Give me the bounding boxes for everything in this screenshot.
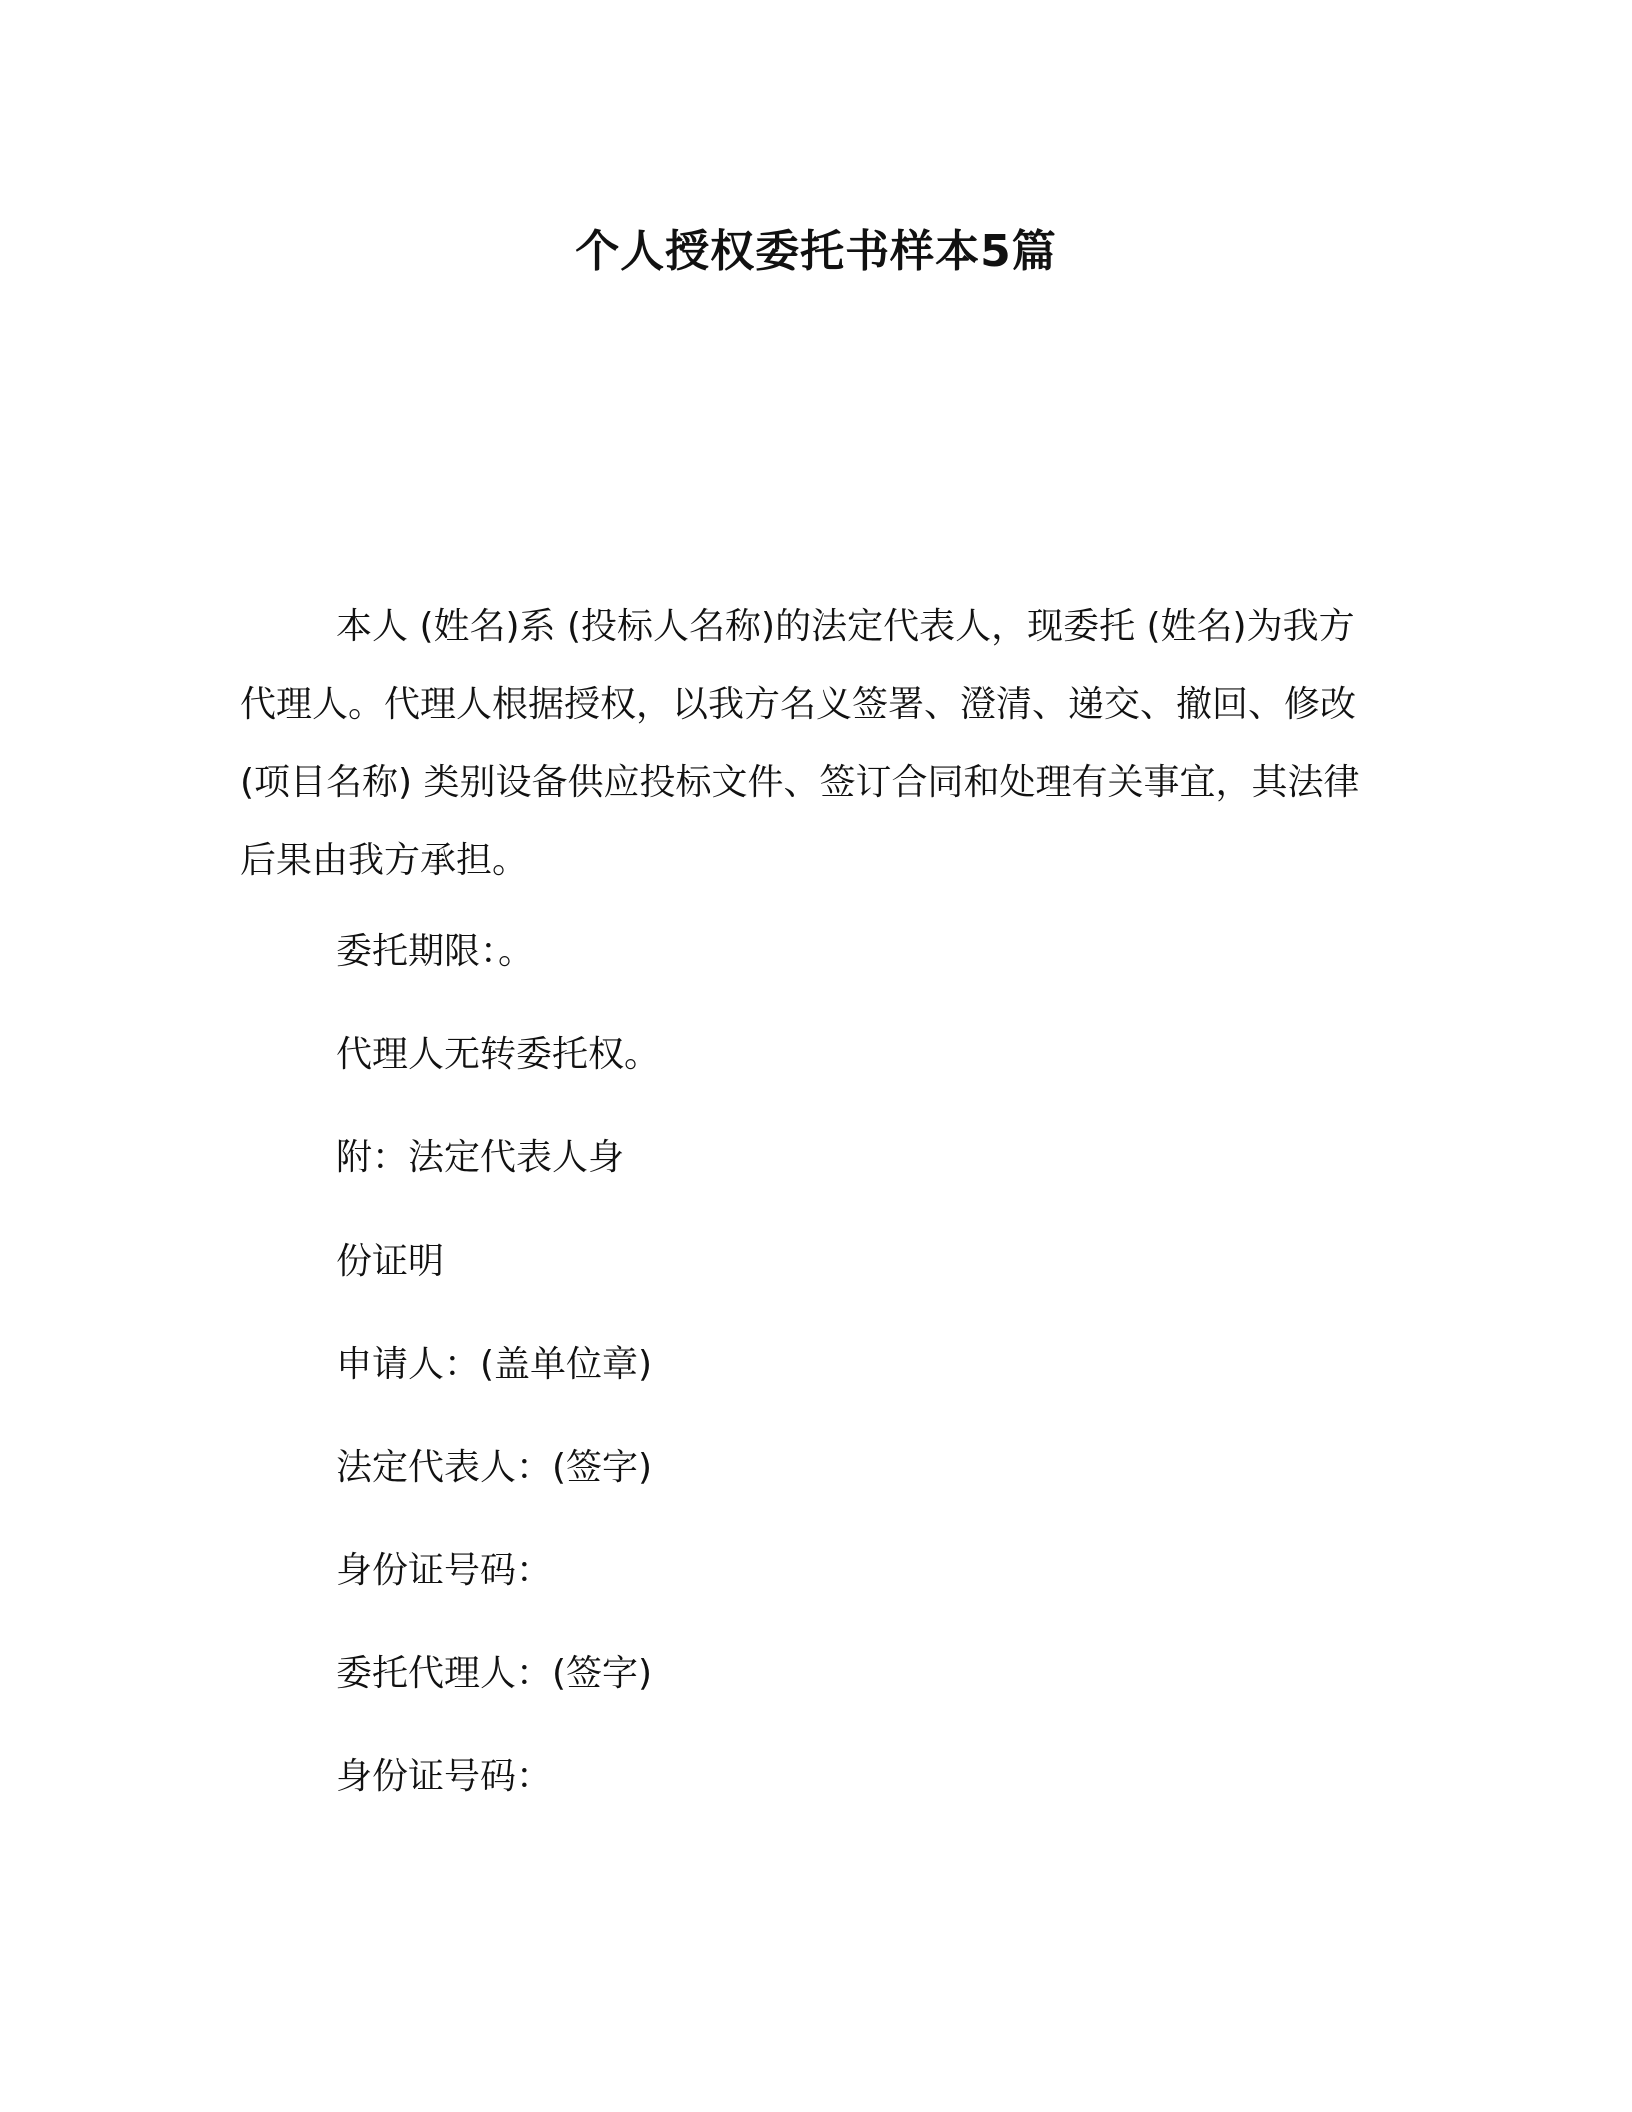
authorization-paragraph: 本人 (姓名)系 (投标人名称)的法定代表人，现委托 (姓名)为我方代理人。代理人根据授权，以我方名义签署、澄清、递交、撤回、修改 (项目名称) 类别设备供应投标文件、签订合同和处理有关事宜，其法律后果由我方承担。: [240, 606, 1360, 881]
document-title: 个人授权委托书样本5篇: [575, 226, 1057, 277]
document-body: [240, 588, 1370, 900]
id-number-line-2: 身份证号码：: [336, 1756, 553, 1797]
no-sub-delegation-line: 代理人无转委托权。: [336, 1034, 661, 1075]
authorized-agent-signature-line: 委托代理人：(签字): [336, 1653, 653, 1694]
applicant-seal-line: 申请人：(盖单位章): [336, 1344, 653, 1385]
entrustment-period-line: 委托期限：。: [336, 931, 535, 972]
attachment-line: 附：法定代表人身: [336, 1137, 625, 1178]
id-number-line-1: 身份证号码：: [336, 1550, 553, 1591]
attachment-continuation-line: 份证明: [336, 1241, 445, 1282]
legal-representative-signature-line: 法定代表人：(签字): [336, 1447, 653, 1488]
